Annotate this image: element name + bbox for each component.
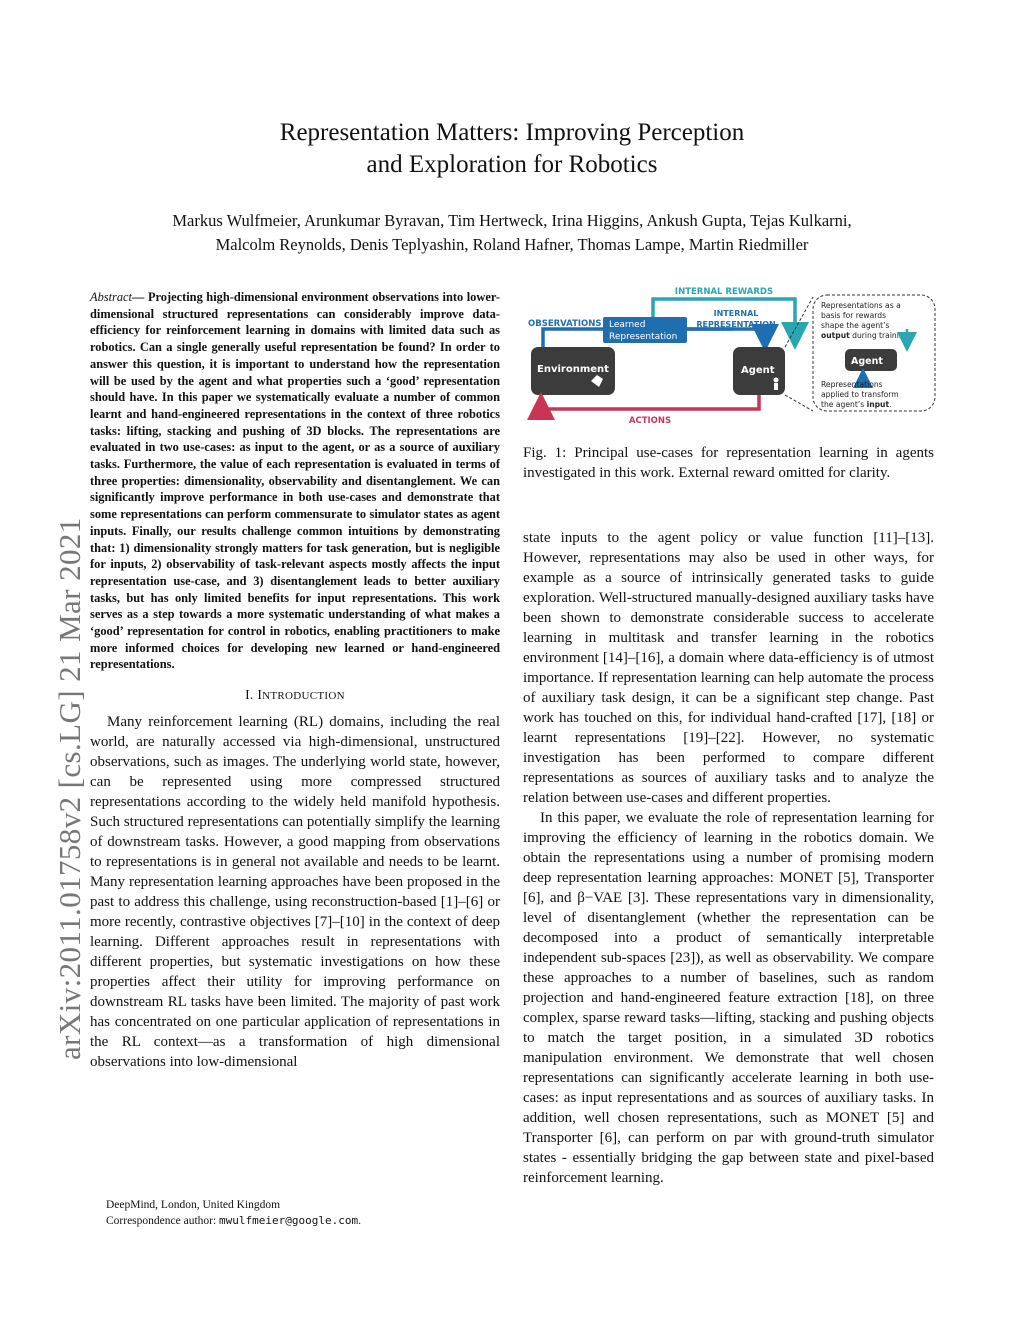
callout-bottom-line-2: applied to transform <box>821 390 899 399</box>
callout-agent-label: Agent <box>851 356 883 367</box>
agent-label: Agent <box>741 365 775 376</box>
learned-rep-line-2: Representation <box>609 332 678 342</box>
right-paragraph-1: state inputs to the agent policy or value function [11]–[13]. However, representations may also be used in other ways, for example as a source of intrinsically generated tasks to guide exploration. Well-structured manually-designed auxiliary tasks have been shown to demonstrate considerable success to accelerate learning in multitask and transfer learning in the robotics environment [14]–[16], a domain where data-efficiency is of utmost importance. If representation learning can help automate the process of auxiliary task design, it can be a significant step change. Past work has touched on this, for individual hand-crafted [17], [18] or learnt representations [19]–[22]. However, no systematic investigation has been performed to compare different representations as sources of auxiliary tasks and to analyze the relation between use-cases and different properties. <box>523 530 934 806</box>
right-column <box>523 528 934 1188</box>
callout-top-line-1: Representations as a <box>821 301 901 310</box>
abstract-label: Abstract <box>90 290 132 304</box>
callout-bottom-line-3: the agent’s input. <box>821 400 892 409</box>
learned-rep-line-1: Learned <box>609 320 646 330</box>
section-heading-introduction <box>90 687 500 703</box>
actions-arrow <box>541 395 759 409</box>
internal-rep-line-2: REPRESENTATION <box>696 320 776 329</box>
callout-top-line-2: basis for rewards <box>821 311 887 320</box>
actions-label: ACTIONS <box>628 416 672 426</box>
intro-paragraph-1: Many reinforcement learning (RL) domains, including the real world, are naturally accessed via high-dimensional, unstructured observations, such as images. The underlying world state, however, can be represented using more compressed structured representations according to the widely held manifold hypothesis. Such structured representations can potentially simplify the learning of downstream tasks. However, a good mapping from observations to representations is in general not available and needs to be learnt. Many representation learning approaches have been proposed in the past to address this challenge, using reconstruction-based [1]–[6] or more recently, contrastive objectives [7]–[10] in the context of deep learning. Different approaches result in representations with different properties, but systematic investigations on how these properties affect their utility for improving performance on downstream RL tasks have been limited. The majority of past work has concentrated on one particular application of representations in the RL context—as a transformation of high dimensional observations into low-dimensional <box>90 714 500 1071</box>
callout-connector <box>785 297 813 411</box>
correspondence-email[interactable]: mwulfmeier@google.com <box>219 1214 359 1227</box>
abstract <box>90 289 500 673</box>
figure-1-caption: Fig. 1: Principal use-cases for representation learning in agents investigated in this work. External reward omitted for clarity. <box>523 445 934 481</box>
left-column <box>90 289 500 1072</box>
footnote-affiliation: DeepMind, London, United Kingdom <box>106 1199 281 1211</box>
footnote-suffix: . <box>358 1215 361 1227</box>
figure-1-diagram <box>523 283 938 433</box>
internal-rewards-label: INTERNAL REWARDS <box>674 287 774 297</box>
section-number: I. <box>245 687 254 703</box>
arxiv-identifier: arXiv:2011.01758v2 [cs.LG] 21 Mar 2021 <box>52 517 87 1060</box>
right-paragraph-2: In this paper, we evaluate the role of representation learning for improving the efficiency of learning in the robotics domain. We obtain the representations using a number of promising modern deep representation learning approaches: MONET [5], Transporter [6], and β−VAE [3]. These representations vary in dimensionality, level of disentanglement (whether the representation can be decomposed into a product of semantically interpretable independent sub-spaces [23]), as well as observability. We compare these approaches to a number of baselines, such as random projection and hand-engineered feature extraction [18], on three complex, sparse reward tasks—lifting, stacking and pushing objects to match the target position, in a simulated 3D robotics manipulation environment. We demonstrate that well chosen representations can significantly accelerate learning in both use-cases: as input representations and as sources of auxiliary tasks. In addition, well chosen representations, such as MONET [5] and Transporter [6], can perform on par with ground-truth simulator states - essentially bridging the gap between state and pixel-based reinforcement learning. <box>523 810 934 1186</box>
callout-top-line-3: shape the agent’s <box>821 321 890 330</box>
callout-top-line-4: output during training. <box>821 331 911 340</box>
observations-label: OBSERVATIONS <box>528 319 602 329</box>
observations-arrow <box>543 329 603 347</box>
authors-line-1: Markus Wulfmeier, Arunkumar Byravan, Tim Hertweck, Irina Higgins, Ankush Gupta, Tejas Kulkarni, <box>172 211 852 230</box>
abstract-text: — Projecting high-dimensional environment observations into lower-dimensional structured representations can considerably improve data-efficiency for reinforcement learning in domains with limited data such as robotics. Can a single generally useful representation be found? In order to answer this question, it is important to understand how the representation will be used by the agent and what properties such a ‘good’ representation should have. In this paper we systematically evaluate a number of common learnt and hand-engineered representations in the context of three robotics tasks: lifting, stacking and pushing of 3D blocks. The representations are evaluated in two use-cases: as input to the agent, or as a source of auxiliary tasks. Furthermore, the value of each representation is evaluated in terms of three properties: dimensionality, observability and disentanglement. We can significantly improve performance in both use-cases and demonstrate that some representations can perform commensurate to simulator states as agent inputs. Finally, our results challenge common intuitions by demonstrating that: 1) dimensionality strongly matters for task generation, but is negligible for inputs, 2) observability of task-relevant aspects mostly affects the input representation use-case, and 3) disentanglement leads to better auxiliary tasks, but has only limited benefits for input representations. This work serves as a step towards a more systematic understanding of what makes a ‘good’ representation for control in robotics, enabling practitioners to make more informed choices for developing new learned or hand-engineered representations. <box>90 290 500 672</box>
authors-line-2: Malcolm Reynolds, Denis Teplyashin, Roland Hafner, Thomas Lampe, Martin Riedmiller <box>215 235 809 254</box>
paper-title <box>0 117 1024 181</box>
footnote-prefix: Correspondence author: <box>106 1215 220 1227</box>
internal-rep-line-1: INTERNAL <box>713 309 759 318</box>
footnote <box>106 1197 361 1229</box>
environment-label: Environment <box>537 364 609 375</box>
section-title-rest: NTRODUCTION <box>262 690 345 703</box>
figure-1 <box>523 283 938 433</box>
author-list <box>0 209 1024 257</box>
agent-person-icon <box>774 378 779 391</box>
callout-bottom-line-1: Representations <box>821 380 883 389</box>
title-line-1: Representation Matters: Improving Perception <box>279 119 745 146</box>
title-line-2: and Exploration for Robotics <box>366 151 658 178</box>
footnote-correspondence <box>106 1213 361 1229</box>
section-title-initial: I <box>257 687 263 703</box>
